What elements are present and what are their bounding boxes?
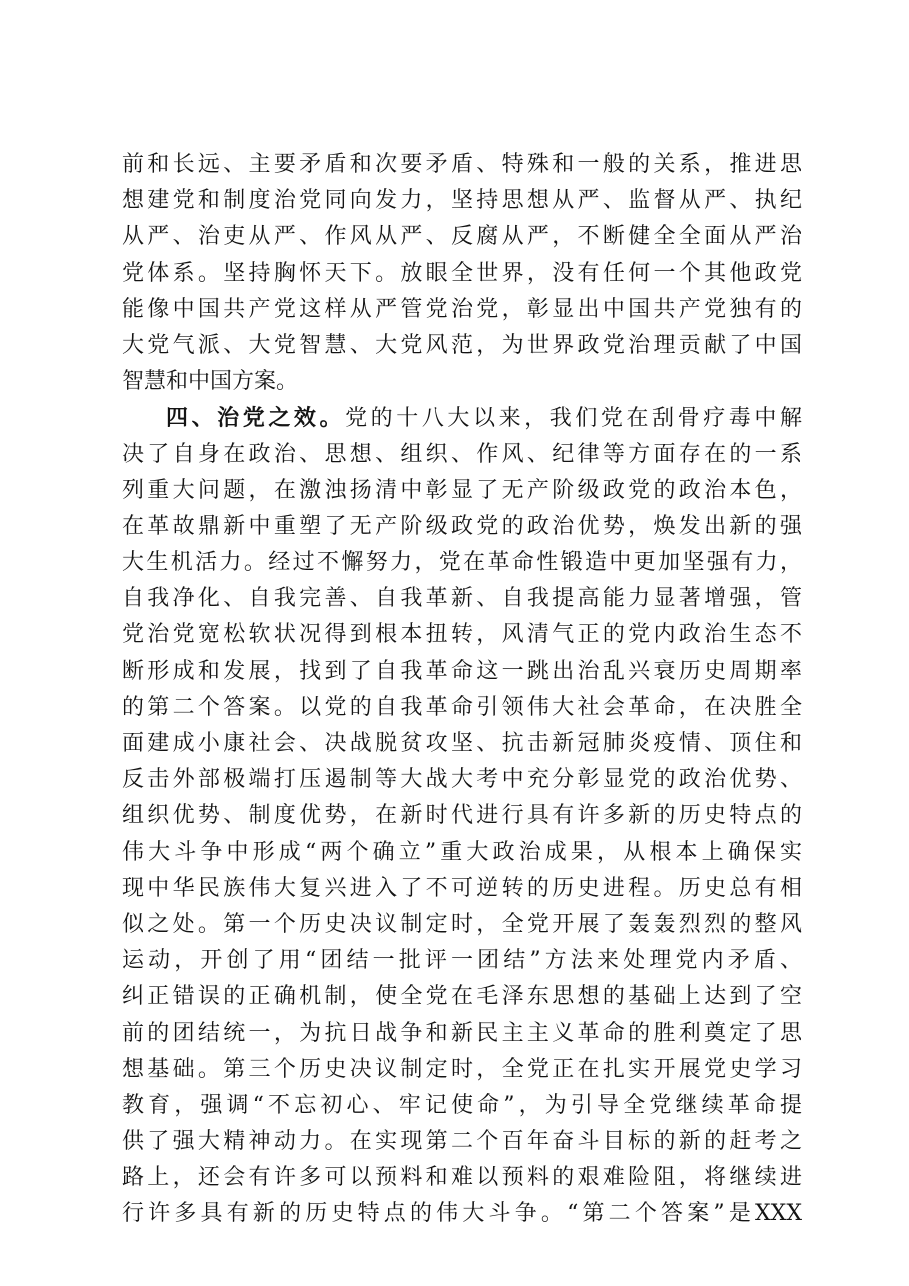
text-line: 似之处。第一个历史决议制定时，全党开展了轰轰烈烈的整风	[122, 911, 802, 937]
text-line: 行许多具有新的历史特点的伟大斗争。“第二个答案”是XXX	[122, 1201, 802, 1227]
text-line: 纠正错误的正确机制，使全党在毛泽东思想的基础上达到了空	[122, 984, 802, 1010]
text-line: 教育，强调“不忘初心、牢记使命”，为引导全党继续革命提	[122, 1092, 802, 1118]
section-first-line	[122, 400, 802, 436]
text-line: 供了强大精神动力。在实现第二个百年奋斗目标的新的赶考之	[122, 1129, 802, 1155]
text-line: 路上，还会有许多可以预料和难以预料的艰难险阻，将继续进	[122, 1165, 802, 1191]
text-line: 大生机活力。经过不懈努力，党在革命性锻造中更加坚强有力，	[122, 550, 802, 576]
body-text	[122, 147, 802, 1233]
text-line: 想基础。第三个历史决议制定时，全党正在扎实开展党史学习	[122, 1056, 802, 1082]
text-line: 前的团结统一，为抗日战争和新民主主义革命的胜利奠定了思	[122, 1020, 802, 1046]
text-line: 在革故鼎新中重塑了无产阶级政党的政治优势，焕发出新的强	[122, 513, 802, 539]
text-line: 组织优势、制度优势，在新时代进行具有许多新的历史特点的	[122, 803, 802, 829]
section-heading: 四、治党之效。	[166, 405, 346, 432]
text-line: 从严、治吏从严、作风从严、反腐从严，不断健全全面从严治	[122, 224, 802, 250]
text-line: 智慧和中国方案。	[122, 369, 299, 395]
text-line: 能像中国共产党这样从严管党治党，彰显出中国共产党独有的	[122, 296, 802, 322]
text-line: 列重大问题，在激浊扬清中彰显了无产阶级政党的政治本色，	[122, 477, 802, 503]
text-line: 运动，开创了用“团结一批评一团结”方法来处理党内矛盾、	[122, 948, 802, 974]
text-line: 想建党和制度治党同向发力，坚持思想从严、监督从严、执纪	[122, 188, 802, 214]
text-line: 反击外部极端打压遏制等大战大考中充分彰显党的政治优势、	[122, 767, 802, 793]
text-line: 伟大斗争中形成“两个确立”重大政治成果，从根本上确保实	[122, 839, 802, 865]
text-line: 现中华民族伟大复兴进入了不可逆转的历史进程。历史总有相	[122, 875, 802, 901]
text-line: 决了自身在政治、思想、组织、作风、纪律等方面存在的一系	[122, 441, 802, 467]
section-first-line-text: 党的十八大以来，我们党在刮骨疗毒中解	[345, 406, 802, 432]
text-line: 自我净化、自我完善、自我革新、自我提高能力显著增强，管	[122, 586, 802, 612]
text-line: 党治党宽松软状况得到根本扭转，风清气正的党内政治生态不	[122, 622, 802, 648]
text-line: 前和长远、主要矛盾和次要矛盾、特殊和一般的关系，推进思	[122, 152, 802, 177]
text-line: 断形成和发展，找到了自我革命这一跳出治乱兴衰历史周期率	[122, 658, 802, 684]
text-line: 党体系。坚持胸怀天下。放眼全世界，没有任何一个其他政党	[122, 260, 802, 286]
text-line: 的第二个答案。以党的自我革命引领伟大社会革命，在决胜全	[122, 694, 802, 720]
text-line: 大党气派、大党智慧、大党风范，为世界政党治理贡献了中国	[122, 332, 802, 358]
text-line: 面建成小康社会、决战脱贫攻坚、抗击新冠肺炎疫情、顶住和	[122, 731, 802, 756]
